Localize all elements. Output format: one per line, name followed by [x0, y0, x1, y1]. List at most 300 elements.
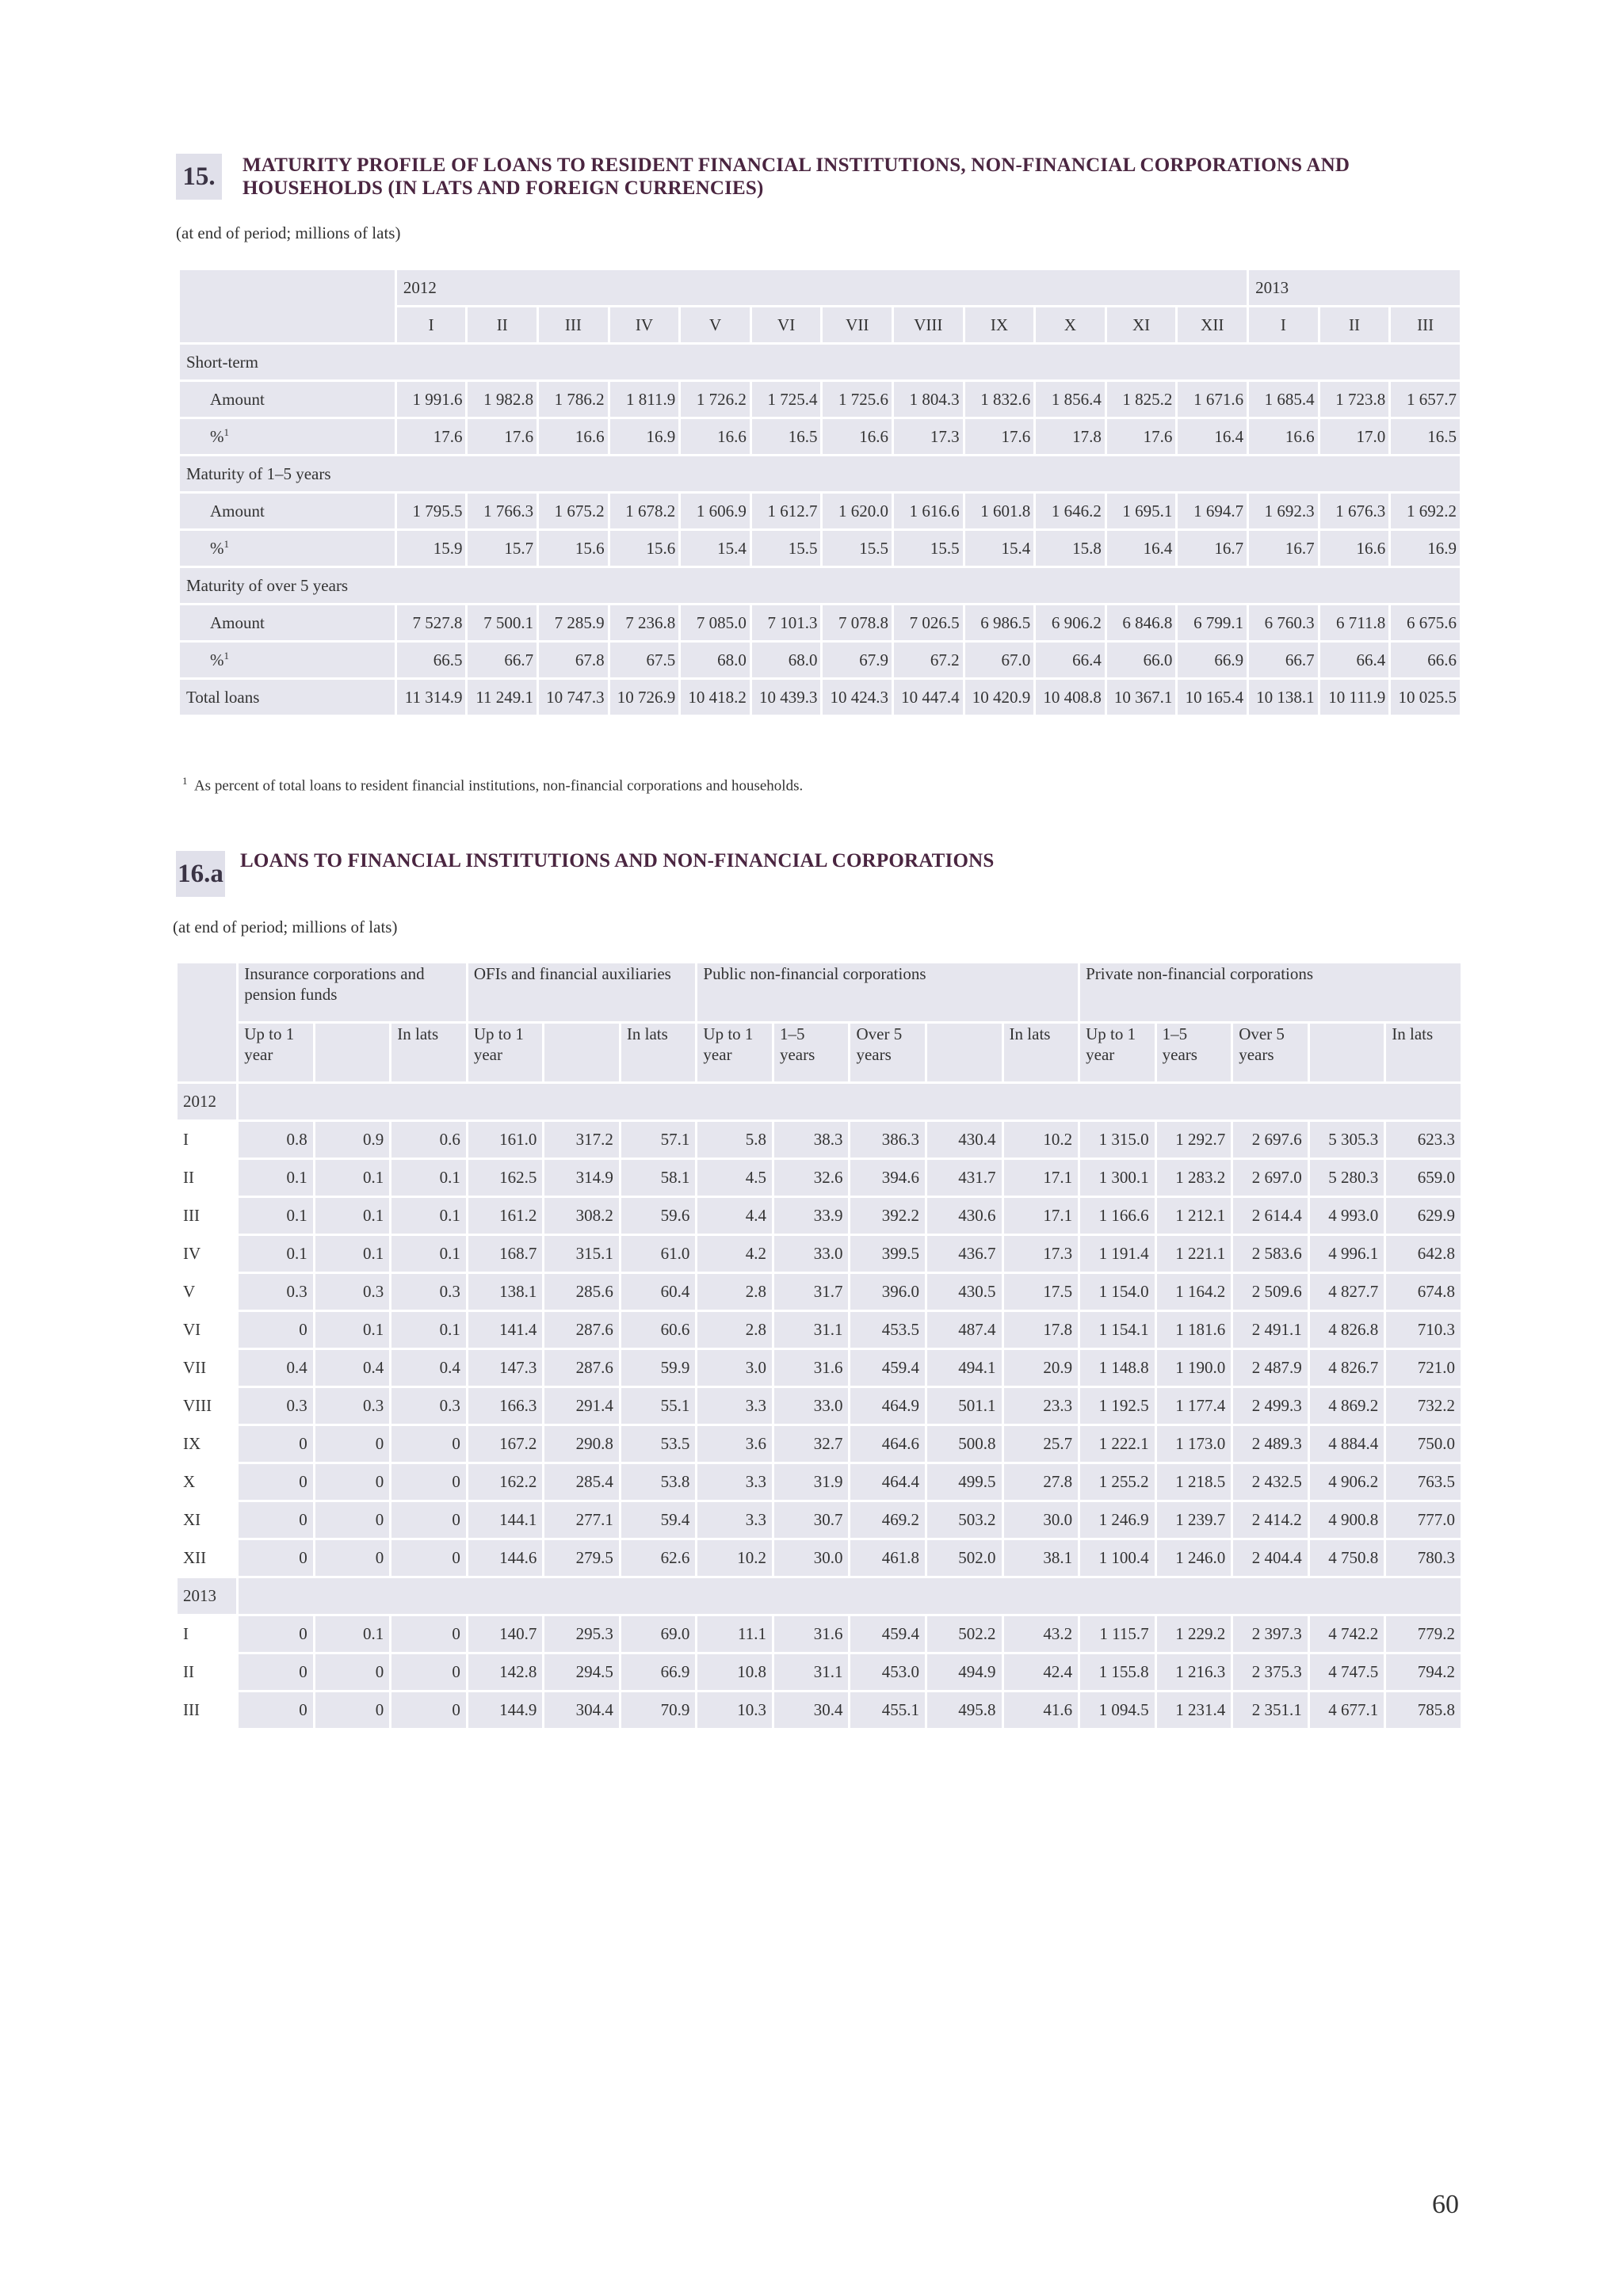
month-label: X — [178, 1464, 236, 1500]
amount-cell: 7 285.9 — [539, 605, 608, 640]
footnote-marker: 1 — [223, 426, 229, 438]
data-cell: 0 — [239, 1616, 313, 1652]
section-row — [180, 456, 1460, 491]
column-header: Over 5 years — [850, 1024, 925, 1081]
table-row — [180, 382, 1460, 417]
amount-cell: 1 856.4 — [1036, 382, 1105, 417]
percent-cell: 16.5 — [1391, 419, 1460, 454]
month-header: I — [397, 307, 466, 342]
year-label: 2013 — [178, 1578, 236, 1614]
data-cell: 780.3 — [1386, 1540, 1461, 1576]
data-cell: 295.3 — [544, 1616, 619, 1652]
data-cell: 431.7 — [927, 1160, 1002, 1196]
data-cell: 0 — [315, 1692, 390, 1728]
row-label-percent — [180, 419, 395, 454]
page-number: 60 — [1432, 2190, 1459, 2219]
data-cell: 3.3 — [697, 1502, 772, 1538]
percent-cell: 66.6 — [1391, 643, 1460, 677]
data-cell: 1 164.2 — [1157, 1274, 1232, 1310]
percent-cell: 15.5 — [894, 531, 963, 566]
data-cell: 453.0 — [850, 1654, 925, 1690]
data-cell: 396.0 — [850, 1274, 925, 1310]
data-cell: 1 191.4 — [1080, 1236, 1155, 1272]
percent-cell: 15.5 — [752, 531, 821, 566]
total-cell: 10 447.4 — [894, 680, 963, 715]
column-header — [544, 1024, 619, 1081]
data-cell: 23.3 — [1004, 1388, 1079, 1424]
month-header: VII — [823, 307, 892, 342]
percent-cell: 16.7 — [1249, 531, 1318, 566]
data-cell: 502.0 — [927, 1540, 1002, 1576]
amount-cell: 1 766.3 — [468, 494, 537, 528]
percent-cell: 15.6 — [610, 531, 679, 566]
data-cell: 495.8 — [927, 1692, 1002, 1728]
month-label: I — [178, 1616, 236, 1652]
data-cell: 3.3 — [697, 1464, 772, 1500]
table-row — [180, 643, 1460, 677]
data-cell: 0.1 — [239, 1160, 313, 1196]
percent-cell: 17.8 — [1036, 419, 1105, 454]
table-15-title — [242, 154, 1350, 200]
data-cell: 4 677.1 — [1310, 1692, 1384, 1728]
month-header: III — [539, 307, 608, 342]
percent-cell: 16.6 — [539, 419, 608, 454]
data-cell: 1 148.8 — [1080, 1350, 1155, 1386]
table-15-year-header-row — [180, 270, 1460, 305]
data-cell: 20.9 — [1004, 1350, 1079, 1386]
data-cell: 0.1 — [315, 1616, 390, 1652]
data-cell: 4.5 — [697, 1160, 772, 1196]
table-row — [178, 1122, 1461, 1158]
data-cell: 0 — [315, 1464, 390, 1500]
data-cell: 10.8 — [697, 1654, 772, 1690]
data-cell: 399.5 — [850, 1236, 925, 1272]
table-row — [178, 1616, 1461, 1652]
month-header: III — [1391, 307, 1460, 342]
data-cell: 461.8 — [850, 1540, 925, 1576]
data-cell: 308.2 — [544, 1198, 619, 1234]
total-cell: 10 408.8 — [1036, 680, 1105, 715]
year-row — [178, 1084, 1461, 1119]
amount-cell: 6 799.1 — [1178, 605, 1247, 640]
month-label: III — [178, 1198, 236, 1234]
data-cell: 1 218.5 — [1157, 1464, 1232, 1500]
month-header: VI — [752, 307, 821, 342]
data-cell: 0 — [391, 1502, 466, 1538]
data-cell: 0.3 — [391, 1388, 466, 1424]
data-cell: 436.7 — [927, 1236, 1002, 1272]
data-cell: 4 884.4 — [1310, 1426, 1384, 1462]
amount-cell: 6 846.8 — [1107, 605, 1176, 640]
data-cell: 779.2 — [1386, 1616, 1461, 1652]
data-cell: 0.3 — [315, 1274, 390, 1310]
percent-cell: 16.6 — [1249, 419, 1318, 454]
data-cell: 59.4 — [621, 1502, 696, 1538]
data-cell: 31.6 — [774, 1616, 849, 1652]
data-cell: 30.4 — [774, 1692, 849, 1728]
year-spacer — [239, 1578, 1461, 1614]
data-cell: 162.2 — [468, 1464, 543, 1500]
table-15 — [178, 268, 1462, 717]
footnote-marker: 1 — [182, 775, 188, 787]
year-row — [178, 1578, 1461, 1614]
data-cell: 710.3 — [1386, 1312, 1461, 1348]
table-row — [178, 1236, 1461, 1272]
data-cell: 57.1 — [621, 1122, 696, 1158]
data-cell: 138.1 — [468, 1274, 543, 1310]
data-cell: 11.1 — [697, 1616, 772, 1652]
amount-cell: 1 685.4 — [1249, 382, 1318, 417]
month-header: II — [1320, 307, 1389, 342]
table-row — [178, 1350, 1461, 1386]
data-cell: 167.2 — [468, 1426, 543, 1462]
data-cell: 70.9 — [621, 1692, 696, 1728]
data-cell: 494.1 — [927, 1350, 1002, 1386]
data-cell: 4 750.8 — [1310, 1540, 1384, 1576]
data-cell: 0.4 — [315, 1350, 390, 1386]
amount-cell: 7 101.3 — [752, 605, 821, 640]
percent-cell: 66.7 — [1249, 643, 1318, 677]
data-cell: 4 993.0 — [1310, 1198, 1384, 1234]
data-cell: 31.7 — [774, 1274, 849, 1310]
data-cell: 17.1 — [1004, 1198, 1079, 1234]
data-cell: 455.1 — [850, 1692, 925, 1728]
table-16a-number-badge: 16.a — [176, 851, 225, 897]
data-cell: 10.2 — [697, 1540, 772, 1576]
total-cell: 10 111.9 — [1320, 680, 1389, 715]
data-cell: 38.3 — [774, 1122, 849, 1158]
amount-cell: 7 500.1 — [468, 605, 537, 640]
data-cell: 2 499.3 — [1233, 1388, 1308, 1424]
amount-cell: 1 723.8 — [1320, 382, 1389, 417]
amount-cell: 6 675.6 — [1391, 605, 1460, 640]
amount-cell: 1 657.7 — [1391, 382, 1460, 417]
data-cell: 1 190.0 — [1157, 1350, 1232, 1386]
total-label: Total loans — [180, 680, 395, 715]
percent-cell: 67.2 — [894, 643, 963, 677]
data-cell: 162.5 — [468, 1160, 543, 1196]
row-label-percent — [180, 643, 395, 677]
row-label-amount: Amount — [180, 494, 395, 528]
data-cell: 4 747.5 — [1310, 1654, 1384, 1690]
month-header: I — [1249, 307, 1318, 342]
data-cell: 285.4 — [544, 1464, 619, 1500]
data-cell: 1 094.5 — [1080, 1692, 1155, 1728]
data-cell: 315.1 — [544, 1236, 619, 1272]
data-cell: 1 292.7 — [1157, 1122, 1232, 1158]
data-cell: 17.1 — [1004, 1160, 1079, 1196]
group-header: Public non-financial corporations — [697, 963, 1078, 1021]
data-cell: 287.6 — [544, 1312, 619, 1348]
data-cell: 392.2 — [850, 1198, 925, 1234]
data-cell: 499.5 — [927, 1464, 1002, 1500]
data-cell: 0 — [239, 1312, 313, 1348]
data-cell: 168.7 — [468, 1236, 543, 1272]
table-15-title-line2: HOUSEHOLDS (IN LATS AND FOREIGN CURRENCIES) — [242, 177, 764, 199]
data-cell: 494.9 — [927, 1654, 1002, 1690]
amount-cell: 6 711.8 — [1320, 605, 1389, 640]
data-cell: 642.8 — [1386, 1236, 1461, 1272]
data-cell: 30.7 — [774, 1502, 849, 1538]
data-cell: 1 173.0 — [1157, 1426, 1232, 1462]
percent-cell: 66.9 — [1178, 643, 1247, 677]
footnote-text: As percent of total loans to resident financial institutions, non-financial corporations and households. — [193, 777, 804, 795]
data-cell: 60.4 — [621, 1274, 696, 1310]
data-cell: 4 869.2 — [1310, 1388, 1384, 1424]
month-label: II — [178, 1160, 236, 1196]
amount-cell: 1 601.8 — [965, 494, 1034, 528]
data-cell: 147.3 — [468, 1350, 543, 1386]
month-label: VII — [178, 1350, 236, 1386]
data-cell: 1 300.1 — [1080, 1160, 1155, 1196]
data-cell: 0 — [391, 1540, 466, 1576]
data-cell: 2 487.9 — [1233, 1350, 1308, 1386]
percent-cell: 16.4 — [1107, 531, 1176, 566]
column-header: 1–5 years — [774, 1024, 849, 1081]
data-cell: 62.6 — [621, 1540, 696, 1576]
month-label: V — [178, 1274, 236, 1310]
amount-cell: 1 725.6 — [823, 382, 892, 417]
data-cell: 2 375.3 — [1233, 1654, 1308, 1690]
percent-cell: 68.0 — [681, 643, 750, 677]
table-row — [178, 1502, 1461, 1538]
month-label: III — [178, 1692, 236, 1728]
percent-cell: 16.5 — [752, 419, 821, 454]
amount-cell: 1 646.2 — [1036, 494, 1105, 528]
data-cell: 5 305.3 — [1310, 1122, 1384, 1158]
data-cell: 17.3 — [1004, 1236, 1079, 1272]
amount-cell: 7 026.5 — [894, 605, 963, 640]
data-cell: 0 — [391, 1692, 466, 1728]
data-cell: 1 283.2 — [1157, 1160, 1232, 1196]
data-cell: 0.1 — [315, 1312, 390, 1348]
data-cell: 141.4 — [468, 1312, 543, 1348]
group-header: OFIs and financial auxiliaries — [468, 963, 696, 1021]
data-cell: 464.9 — [850, 1388, 925, 1424]
data-cell: 386.3 — [850, 1122, 925, 1158]
table-row — [178, 1312, 1461, 1348]
amount-cell: 1 825.2 — [1107, 382, 1176, 417]
total-cell: 10 367.1 — [1107, 680, 1176, 715]
month-label: II — [178, 1654, 236, 1690]
amount-cell: 1 676.3 — [1320, 494, 1389, 528]
data-cell: 10.2 — [1004, 1122, 1079, 1158]
data-cell: 4 827.7 — [1310, 1274, 1384, 1310]
data-cell: 66.9 — [621, 1654, 696, 1690]
data-cell: 144.1 — [468, 1502, 543, 1538]
month-header: X — [1036, 307, 1105, 342]
data-cell: 25.7 — [1004, 1426, 1079, 1462]
data-cell: 1 192.5 — [1080, 1388, 1155, 1424]
group-header: Insurance corporations and pension funds — [239, 963, 466, 1021]
data-cell: 32.7 — [774, 1426, 849, 1462]
table-row — [178, 1426, 1461, 1462]
data-cell: 1 221.1 — [1157, 1236, 1232, 1272]
row-label-amount: Amount — [180, 605, 395, 640]
data-cell: 144.9 — [468, 1692, 543, 1728]
data-cell: 4 996.1 — [1310, 1236, 1384, 1272]
stub-header-cell — [180, 270, 395, 342]
data-cell: 5.8 — [697, 1122, 772, 1158]
column-header: Up to 1 year — [239, 1024, 313, 1081]
data-cell: 30.0 — [774, 1540, 849, 1576]
percent-label: % — [210, 427, 224, 446]
data-cell: 0.3 — [239, 1274, 313, 1310]
data-cell: 459.4 — [850, 1350, 925, 1386]
column-header — [315, 1024, 390, 1081]
data-cell: 4 742.2 — [1310, 1616, 1384, 1652]
data-cell: 2 414.2 — [1233, 1502, 1308, 1538]
footnote-marker: 1 — [223, 650, 229, 662]
amount-cell: 1 616.6 — [894, 494, 963, 528]
data-cell: 1 239.7 — [1157, 1502, 1232, 1538]
data-cell: 59.6 — [621, 1198, 696, 1234]
data-cell: 0.1 — [315, 1160, 390, 1196]
data-cell: 61.0 — [621, 1236, 696, 1272]
month-header: II — [468, 307, 537, 342]
total-cell: 10 726.9 — [610, 680, 679, 715]
data-cell: 0 — [391, 1464, 466, 1500]
data-cell: 41.6 — [1004, 1692, 1079, 1728]
amount-cell: 1 606.9 — [681, 494, 750, 528]
percent-cell: 16.6 — [681, 419, 750, 454]
data-cell: 2 351.1 — [1233, 1692, 1308, 1728]
data-cell: 43.2 — [1004, 1616, 1079, 1652]
data-cell: 314.9 — [544, 1160, 619, 1196]
data-cell: 5 280.3 — [1310, 1160, 1384, 1196]
data-cell: 30.0 — [1004, 1502, 1079, 1538]
data-cell: 1 177.4 — [1157, 1388, 1232, 1424]
data-cell: 0.1 — [239, 1198, 313, 1234]
total-row — [180, 680, 1460, 715]
data-cell: 0 — [315, 1426, 390, 1462]
data-cell: 0.4 — [239, 1350, 313, 1386]
year-2013-header: 2013 — [1249, 270, 1460, 305]
total-cell: 11 314.9 — [397, 680, 466, 715]
data-cell: 10.3 — [697, 1692, 772, 1728]
data-cell: 1 115.7 — [1080, 1616, 1155, 1652]
data-cell: 453.5 — [850, 1312, 925, 1348]
amount-cell: 1 695.1 — [1107, 494, 1176, 528]
percent-cell: 15.5 — [823, 531, 892, 566]
data-cell: 2 509.6 — [1233, 1274, 1308, 1310]
data-cell: 469.2 — [850, 1502, 925, 1538]
data-cell: 0 — [315, 1502, 390, 1538]
data-cell: 4 826.8 — [1310, 1312, 1384, 1348]
table-row — [178, 1540, 1461, 1576]
data-cell: 721.0 — [1386, 1350, 1461, 1386]
year-label: 2012 — [178, 1084, 236, 1119]
data-cell: 1 246.0 — [1157, 1540, 1232, 1576]
percent-cell: 15.6 — [539, 531, 608, 566]
percent-cell: 15.4 — [965, 531, 1034, 566]
amount-cell: 1 982.8 — [468, 382, 537, 417]
column-header: In lats — [1386, 1024, 1461, 1081]
data-cell: 2 404.4 — [1233, 1540, 1308, 1576]
data-cell: 31.9 — [774, 1464, 849, 1500]
month-label: XII — [178, 1540, 236, 1576]
percent-cell: 15.4 — [681, 531, 750, 566]
percent-cell: 17.6 — [1107, 419, 1176, 454]
data-cell: 732.2 — [1386, 1388, 1461, 1424]
data-cell: 1 222.1 — [1080, 1426, 1155, 1462]
percent-cell: 16.6 — [823, 419, 892, 454]
data-cell: 31.1 — [774, 1312, 849, 1348]
percent-cell: 16.9 — [1391, 531, 1460, 566]
amount-cell: 7 236.8 — [610, 605, 679, 640]
data-cell: 4 900.8 — [1310, 1502, 1384, 1538]
amount-cell: 7 527.8 — [397, 605, 466, 640]
data-cell: 629.9 — [1386, 1198, 1461, 1234]
data-cell: 317.2 — [544, 1122, 619, 1158]
amount-cell: 1 678.2 — [610, 494, 679, 528]
data-cell: 2.8 — [697, 1274, 772, 1310]
month-label: XI — [178, 1502, 236, 1538]
data-cell: 0.1 — [391, 1312, 466, 1348]
data-cell: 2 491.1 — [1233, 1312, 1308, 1348]
data-cell: 3.3 — [697, 1388, 772, 1424]
data-cell: 0.1 — [315, 1236, 390, 1272]
data-cell: 17.8 — [1004, 1312, 1079, 1348]
data-cell: 166.3 — [468, 1388, 543, 1424]
data-cell: 2.8 — [697, 1312, 772, 1348]
amount-cell: 1 804.3 — [894, 382, 963, 417]
total-cell: 10 138.1 — [1249, 680, 1318, 715]
data-cell: 1 229.2 — [1157, 1616, 1232, 1652]
data-cell: 4.4 — [697, 1198, 772, 1234]
data-cell: 33.0 — [774, 1236, 849, 1272]
percent-cell: 17.6 — [468, 419, 537, 454]
month-header: IV — [610, 307, 679, 342]
data-cell: 287.6 — [544, 1350, 619, 1386]
data-cell: 53.8 — [621, 1464, 696, 1500]
total-cell: 10 420.9 — [965, 680, 1034, 715]
percent-cell: 67.5 — [610, 643, 679, 677]
data-cell: 59.9 — [621, 1350, 696, 1386]
table-15-number-badge: 15. — [176, 154, 222, 200]
table-row — [178, 1160, 1461, 1196]
data-cell: 277.1 — [544, 1502, 619, 1538]
stub-header-cell — [178, 963, 236, 1081]
data-cell: 459.4 — [850, 1616, 925, 1652]
data-cell: 2 697.0 — [1233, 1160, 1308, 1196]
amount-cell: 1 612.7 — [752, 494, 821, 528]
column-header: Up to 1 year — [1080, 1024, 1155, 1081]
data-cell: 31.6 — [774, 1350, 849, 1386]
table-row — [178, 1692, 1461, 1728]
percent-label: % — [210, 650, 224, 669]
data-cell: 1 255.2 — [1080, 1464, 1155, 1500]
data-cell: 4 906.2 — [1310, 1464, 1384, 1500]
data-cell: 1 154.0 — [1080, 1274, 1155, 1310]
data-cell: 140.7 — [468, 1616, 543, 1652]
data-cell: 69.0 — [621, 1616, 696, 1652]
data-cell: 4 826.7 — [1310, 1350, 1384, 1386]
percent-cell: 66.7 — [468, 643, 537, 677]
table-15-subtitle: (at end of period; millions of lats) — [176, 223, 401, 242]
amount-cell: 1 811.9 — [610, 382, 679, 417]
data-cell: 674.8 — [1386, 1274, 1461, 1310]
table-row — [178, 1388, 1461, 1424]
data-cell: 0.6 — [391, 1122, 466, 1158]
percent-cell: 66.5 — [397, 643, 466, 677]
data-cell: 0 — [239, 1502, 313, 1538]
data-cell: 2 583.6 — [1233, 1236, 1308, 1272]
table-row — [178, 1654, 1461, 1690]
data-cell: 285.6 — [544, 1274, 619, 1310]
data-cell: 0 — [239, 1692, 313, 1728]
data-cell: 1 166.6 — [1080, 1198, 1155, 1234]
